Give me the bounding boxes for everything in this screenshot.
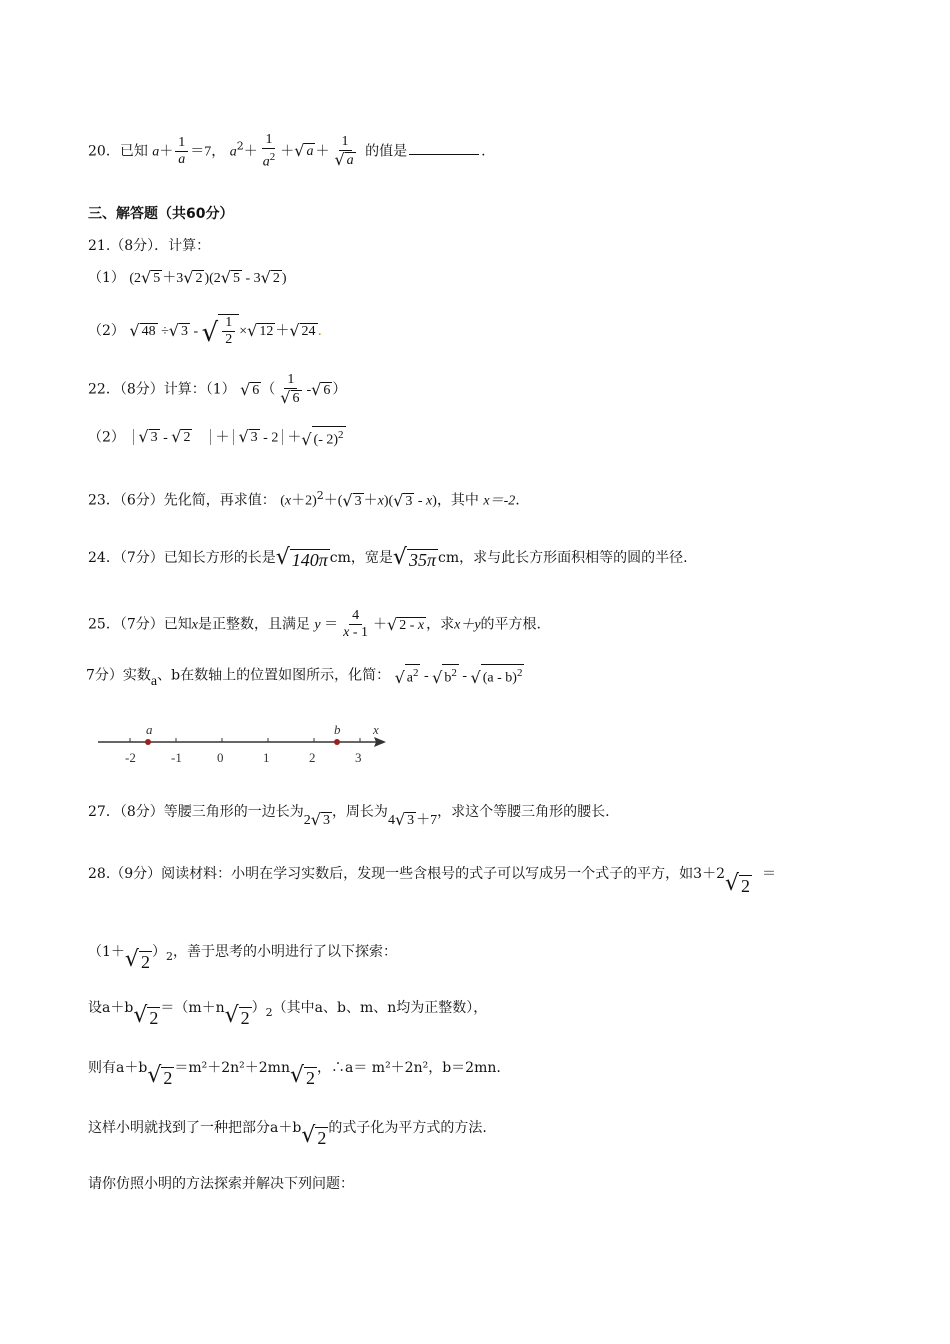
tick-label: -1 <box>171 750 182 765</box>
question-28-line4: 则有a＋b √ 2 ＝m²＋2n²＋2mn √ 2 ，∴a＝ m²＋2n²，b＝2mn. <box>88 1060 501 1088</box>
number-line <box>90 718 400 770</box>
section-3-title: 三、解答题（共60分） <box>88 206 234 222</box>
question-20: 20．已知 a＋ $\frac{1}{a}$ ＝7， $a^2+$ $\frac{1}{a^2}$ ＋ √ a ＋ 1 √ a 的值是 . <box>88 132 486 170</box>
point-a <box>145 739 151 745</box>
question-22-part1: 22．（8分）计算：（1） √ 6 （ 1 √ 6 - √ 6 ） <box>88 372 347 407</box>
point-b <box>334 739 340 745</box>
question-28-line3: 设a＋b √ 2 ＝（m＋n √ 2 ）$_2$（其中a、b、m、n均为正整数）， <box>88 1000 488 1028</box>
tick-label: 3 <box>355 750 362 765</box>
question-28-line5: 这样小明就找到了一种把部分a＋b √ 2 的式子化为平方式的方法. <box>88 1120 487 1148</box>
tick-label: -2 <box>125 750 136 765</box>
question-26: 7分）实数a、b在数轴上的位置如图所示，化简： √ $a^2$ - √ $b^2$ - √ (a - b)$^2$ <box>86 664 524 687</box>
q20-suffix: 的值是 <box>365 143 408 160</box>
tick-label: 1 <box>263 750 270 765</box>
question-21-part1: （1） (2 √ 5 ＋3 √ 2 )(2 √ 5 - 3 √ 2 ) <box>88 268 287 287</box>
question-25: 25．（7分）已知x是正整数，且满足 y ＝ $\frac{4}{x - 1}$ ＋ √ 2 - x ，求x＋y的平方根. <box>88 608 541 640</box>
question-28-line1: 28.（9分）阅读材料：小明在学习实数后，发现一些含根号的式子可以写成另一个式子的平方，如3＋2 √ 2 ＝ <box>88 866 777 896</box>
tick-label: 0 <box>217 750 224 765</box>
question-28-line2: （1＋ √ 2 ）$_2$，善于思考的小明进行了以下探索： <box>88 944 397 972</box>
question-21-head: 21.（8分）．计算： <box>88 238 211 254</box>
label-x-axis: x <box>373 722 379 737</box>
question-23: 23．（6分）先化简，再求值： $(x+2)^2+$( √ 3 ＋x)( √ 3 - x)，其中 x＝-2. <box>88 489 520 510</box>
tick-label: 2 <box>309 750 316 765</box>
question-28-line6: 请你仿照小明的方法探索并解决下列问题： <box>88 1176 354 1192</box>
question-27: 27．（8分）等腰三角形的一边长为2 √ 3 ，周长为4 √ 3 ＋7，求这个等腰三角形的腰长. <box>88 804 610 829</box>
question-24: 24．（7分）已知长方形的长是 √ 140π cm，宽是 √ 35π cm，求与此长方形面积相等的圆的半径. <box>88 545 688 570</box>
q20-prefix: 20．已知 <box>88 143 148 160</box>
answer-blank <box>409 140 479 155</box>
question-22-part2: （2） √ 3 - √ 2 ＋ √ 3 - 2 ＋ √ (- 2)$^2$ <box>88 427 344 449</box>
q20-given: ＝7 <box>190 144 212 160</box>
label-b: b <box>334 722 341 737</box>
question-21-part2: （2） √ 48 ÷ √ 3 - √ $\frac{1}{2}$ × √ 12 ＋ √ 24 . <box>88 315 322 348</box>
label-a: a <box>146 722 153 737</box>
